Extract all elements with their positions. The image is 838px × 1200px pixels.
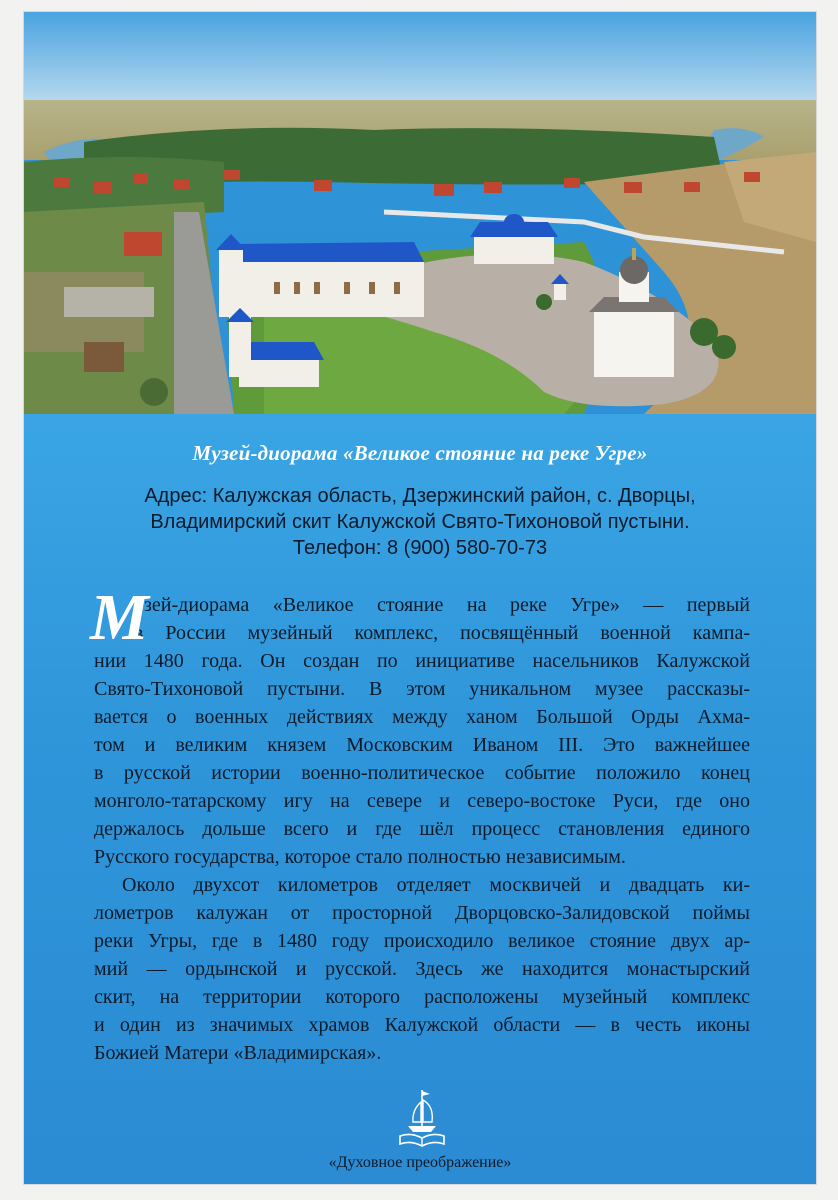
paragraph-line: скит, на территории которого расположены музейный комплекс: [94, 986, 750, 1008]
paragraph-line: вается о военных действиях между ханом Большой Орды Ахма-: [94, 706, 750, 728]
paragraph-line: Русского государства, которое стало полностью независимым.: [94, 846, 626, 868]
paragraph-line: лометров калужан от просторной Дворцовско-Залидовской поймы: [94, 902, 750, 924]
paragraph-line: и один из значимых храмов Калужской области — в честь иконы: [94, 1014, 750, 1036]
paragraph-line: Около двухсот километров отделяет москвичей и двадцать ки-: [122, 874, 750, 896]
paragraph-line: Свято-Тихоновой пустыни. В этом уникальном музее рассказы-: [94, 678, 750, 700]
publisher-name: «Духовное преображение»: [328, 1154, 512, 1171]
address-line-2: Владимирский скит Калужской Свято-Тихоновой пустыни.: [150, 511, 690, 533]
paragraph-line: Божией Матери «Владимирская».: [94, 1042, 382, 1064]
paragraph-line: том и великим князем Московским Иваном III. Это важнейшее: [94, 734, 750, 756]
paragraph-line: держалось дольше всего и где шёл процесс становления единого: [94, 818, 750, 840]
contact-block: [24, 483, 816, 561]
description-panel: [24, 414, 816, 1184]
paragraph-line: нии 1480 года. Он создан по инициативе насельников Калужской: [94, 650, 750, 672]
drop-cap: М: [90, 581, 149, 654]
paragraph-1: [94, 591, 750, 871]
museum-description: [90, 581, 750, 1067]
paragraph-2: [94, 871, 750, 1067]
aerial-photo: [24, 12, 816, 414]
paragraph-line: реки Угры, где в 1480 году происходило великое стояние двух ар-: [94, 930, 750, 952]
phone-line: Телефон: 8 (900) 580-70-73: [292, 537, 548, 559]
museum-title: Музей-диорама «Великое стояние на реке Угре»: [192, 441, 648, 465]
address-line-1: Адрес: Калужская область, Дзержинский район, с. Дворцы,: [144, 485, 696, 507]
ship-book-logo-icon: [396, 1088, 448, 1148]
paragraph-line: мий — ордынской и русской. Здесь же находится монастырский: [94, 958, 750, 980]
paragraph-line: узей-диорама «Великое стояние на реке Угре» — первый: [134, 594, 750, 616]
paragraph-line: в русской истории военно-политическое событие положило конец: [94, 762, 750, 784]
book-back-cover: [24, 12, 816, 1184]
paragraph-line: монголо-татарскому игу на севере и северо-востоке Руси, где оно: [94, 790, 750, 812]
paragraph-line: в России музейный комплекс, посвящённый военной кампа-: [134, 622, 750, 644]
